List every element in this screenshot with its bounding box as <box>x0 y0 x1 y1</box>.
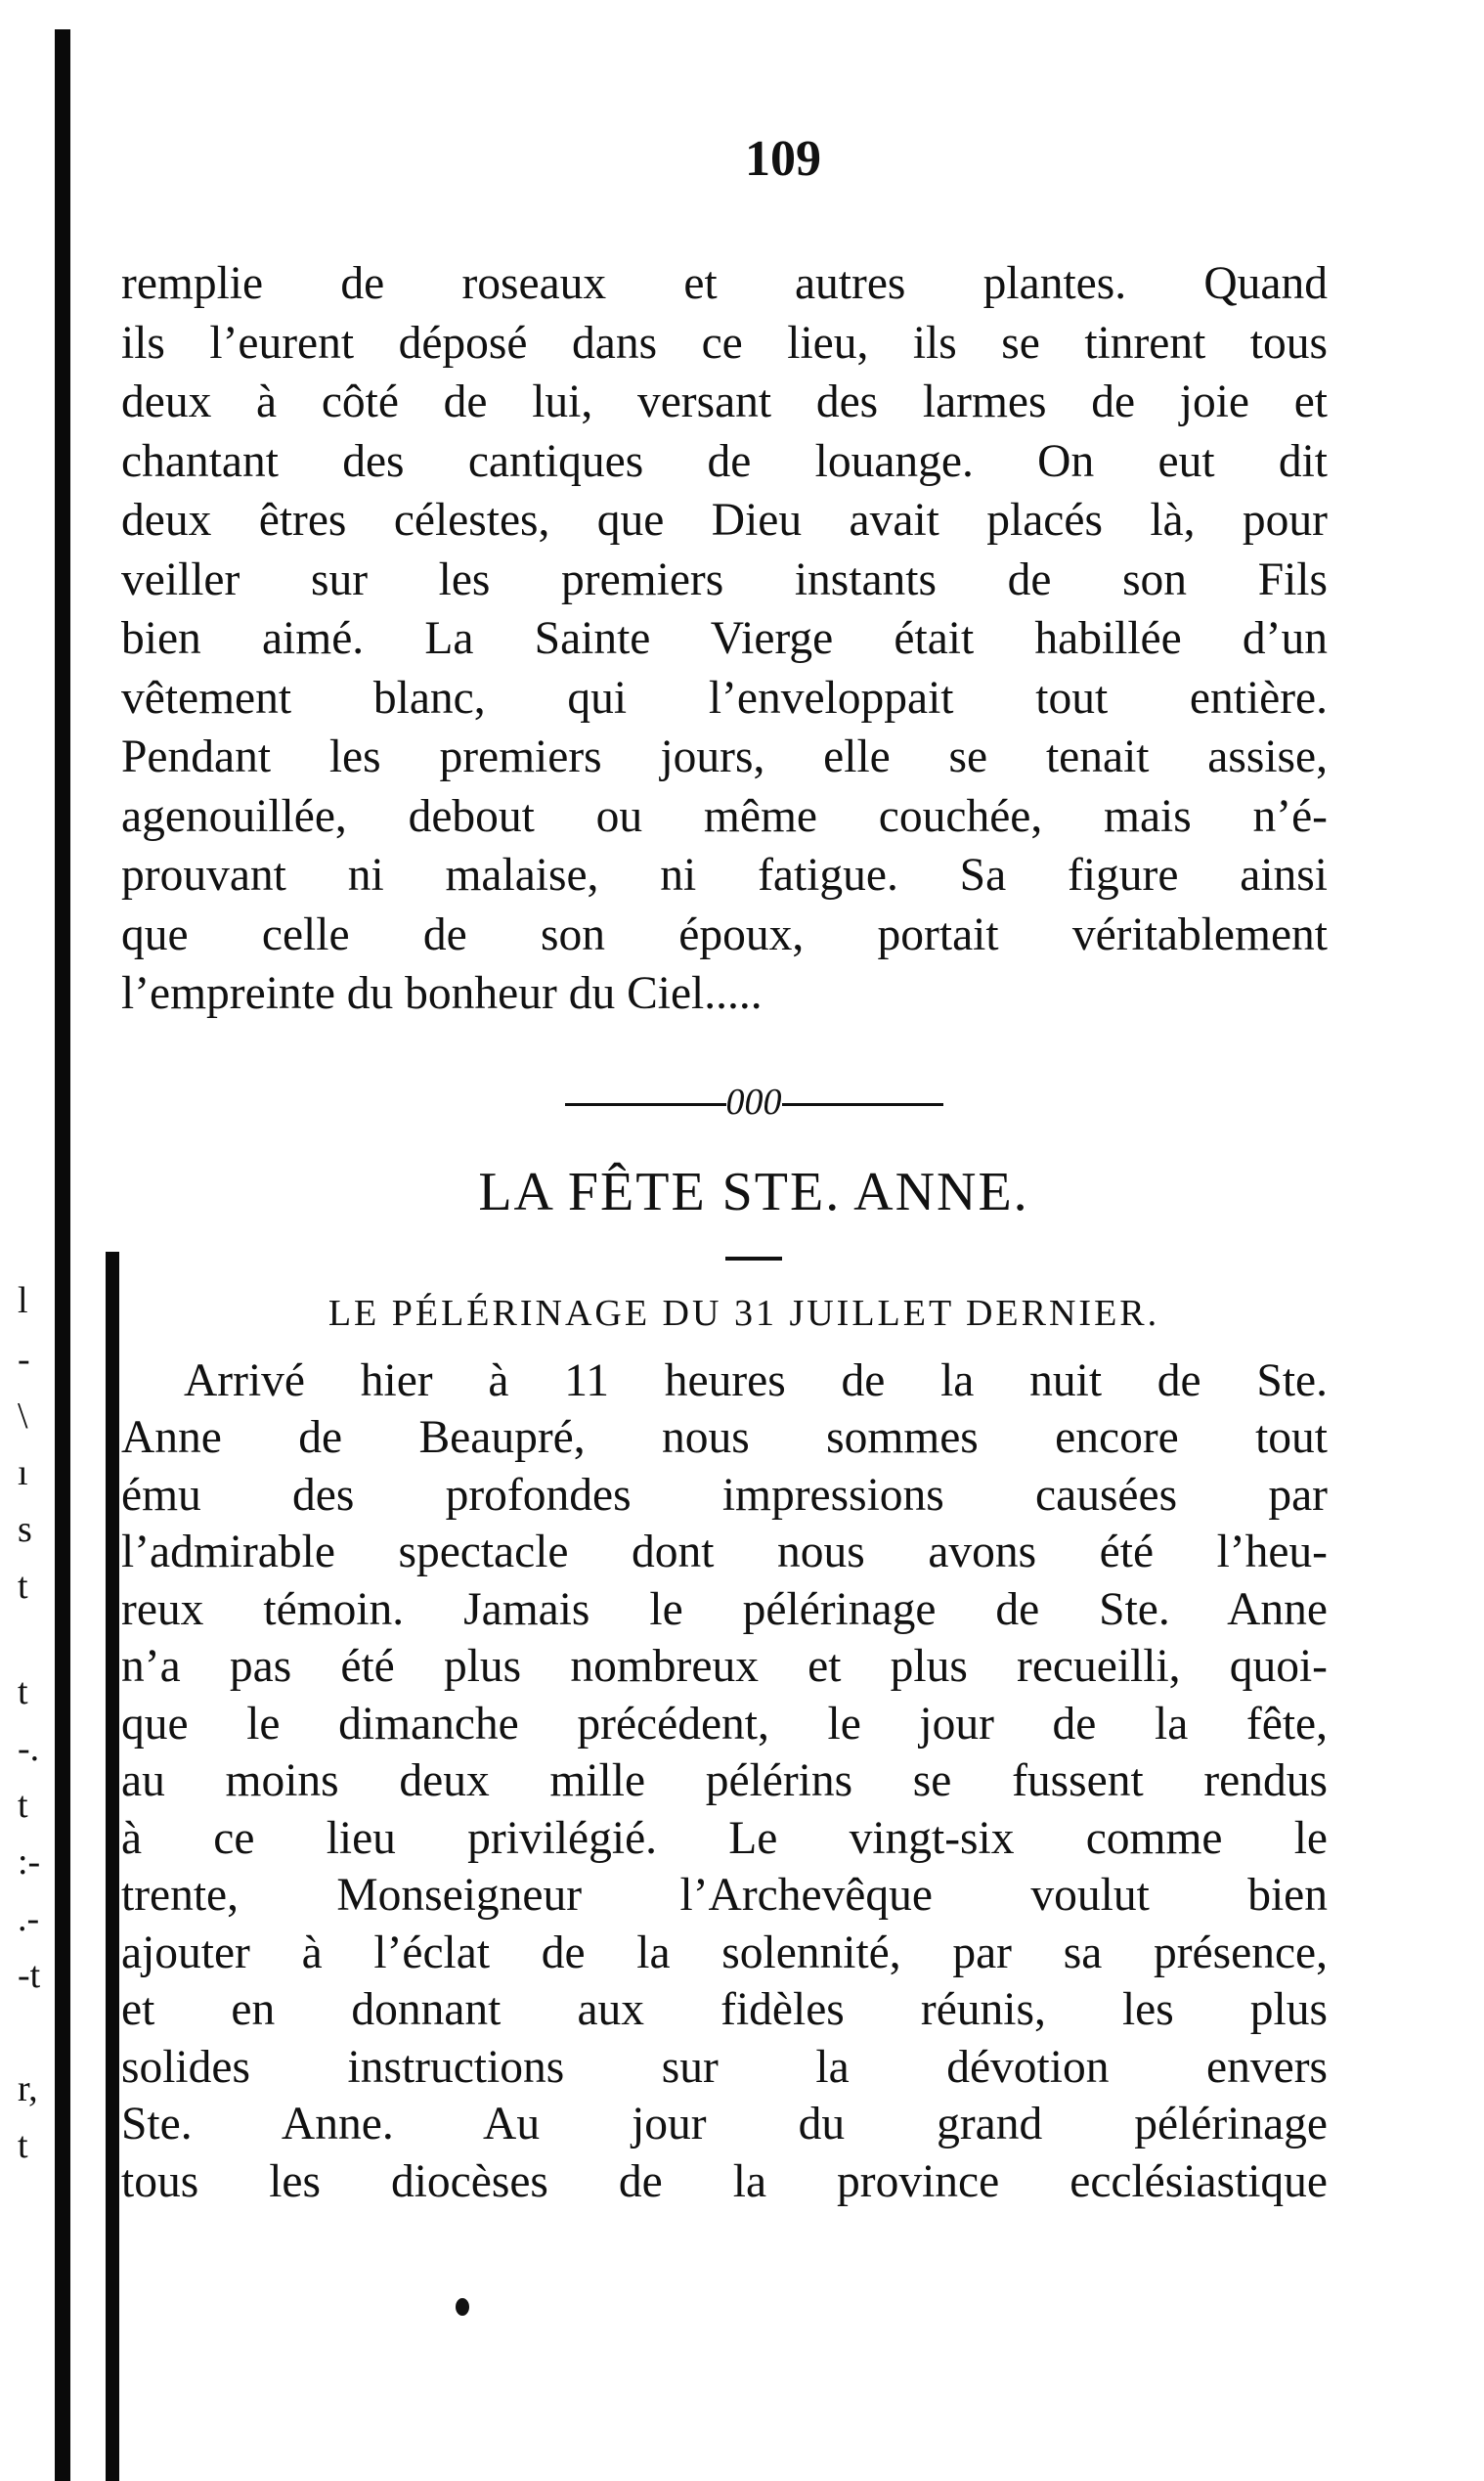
margin-fragment: .- <box>18 1898 40 1939</box>
text-line: deux à côté de lui, versant des larmes de joie et <box>121 377 1328 427</box>
margin-fragment: -. <box>18 1728 40 1769</box>
text-line: vêtement blanc, qui l’enveloppait tout entière. <box>121 672 1328 724</box>
text-line: Anne de Beaupré, nous sommes encore tout <box>121 1412 1328 1463</box>
separator-rule-left <box>565 1103 726 1106</box>
text-line: trente, Monseigneur l’Archevêque voulut bien <box>121 1870 1328 1921</box>
margin-fragment: -t <box>18 1955 41 1996</box>
binding-shadow-lower <box>106 1252 119 2481</box>
margin-fragment: s <box>18 1509 32 1550</box>
text-line: à ce lieu privilégié. Le vingt-six comme le <box>121 1812 1328 1864</box>
margin-fragment: t <box>18 2125 28 2166</box>
title-dash <box>725 1257 782 1261</box>
separator-rule-right <box>782 1103 943 1106</box>
text-line: Pendant les premiers jours, elle se tenait assise, <box>121 731 1328 782</box>
margin-fragment: l <box>18 1280 28 1321</box>
text-line: remplie de roseaux et autres plantes. Quand <box>121 258 1328 309</box>
binding-shadow <box>55 29 70 2481</box>
margin-fragment: t <box>18 1785 28 1826</box>
text-line: prouvant ni malaise, ni fatigue. Sa figure ainsi <box>121 850 1328 901</box>
text-line: deux êtres célestes, que Dieu avait placés là, pour <box>121 495 1328 546</box>
text-line: ils l’eurent déposé dans ce lieu, ils se tinrent tous <box>121 317 1328 369</box>
text-line: agenouillée, debout ou même couchée, mais n’é- <box>121 790 1328 842</box>
margin-fragment: - <box>18 1339 30 1380</box>
margin-fragment: t <box>18 1566 28 1607</box>
paragraph-body <box>121 1352 1328 2211</box>
text-line: chantant des cantiques de louange. On eut dit <box>121 435 1328 487</box>
text-line: bien aimé. La Sainte Vierge était habillée d’un <box>121 613 1328 664</box>
section-title: LA FÊTE STE. ANNE. <box>478 1161 1029 1222</box>
text-line: ajouter à l’éclat de la solennité, par sa présence, <box>121 1927 1328 1978</box>
text-line: Arrivé hier à 11 heures de la nuit de Ste. <box>184 1354 1328 1406</box>
paragraph-continued <box>121 254 1328 1024</box>
margin-fragment: :- <box>18 1841 41 1883</box>
text-line: tous les diocèses de la province ecclésiastique <box>121 2155 1328 2207</box>
text-line: et en donnant aux fidèles réunis, les plus <box>121 1984 1328 2035</box>
book-page <box>121 125 1328 2210</box>
margin-fragment: r, <box>18 2068 38 2109</box>
separator-ornament: 000 <box>725 1081 782 1123</box>
text-line: que le dimanche précédent, le jour de la fête, <box>121 1698 1328 1750</box>
text-line: veiller sur les premiers instants de son Fils <box>121 554 1328 605</box>
text-line: n’a pas été plus nombreux et plus recueilli, quoi- <box>121 1641 1328 1692</box>
ink-dot <box>456 2298 469 2316</box>
page-number: 109 <box>745 131 821 187</box>
margin-fragment: \ <box>18 1396 28 1437</box>
section-subtitle: LE PÉLÉRINAGE DU 31 JUILLET DERNIER. <box>327 1292 1160 1334</box>
text-line: l’empreinte du bonheur du Ciel..... <box>121 968 763 1019</box>
margin-fragment: ı <box>18 1452 28 1493</box>
text-line: ému des profondes impressions causées par <box>121 1469 1328 1521</box>
text-line: reux témoin. Jamais le pélérinage de Ste. Anne <box>121 1583 1328 1635</box>
text-line: Ste. Anne. Au jour du grand pélérinage <box>121 2099 1328 2149</box>
margin-fragment: t <box>18 1671 28 1712</box>
text-line: l’admirable spectacle dont nous avons été l’heu- <box>121 1527 1328 1577</box>
text-line: au moins deux mille pélérins se fussent rendus <box>121 1755 1328 1806</box>
text-line: solides instructions sur la dévotion envers <box>121 2041 1328 2093</box>
section-separator <box>121 1073 1328 1131</box>
text-line: que celle de son époux, portait véritablement <box>121 908 1328 960</box>
